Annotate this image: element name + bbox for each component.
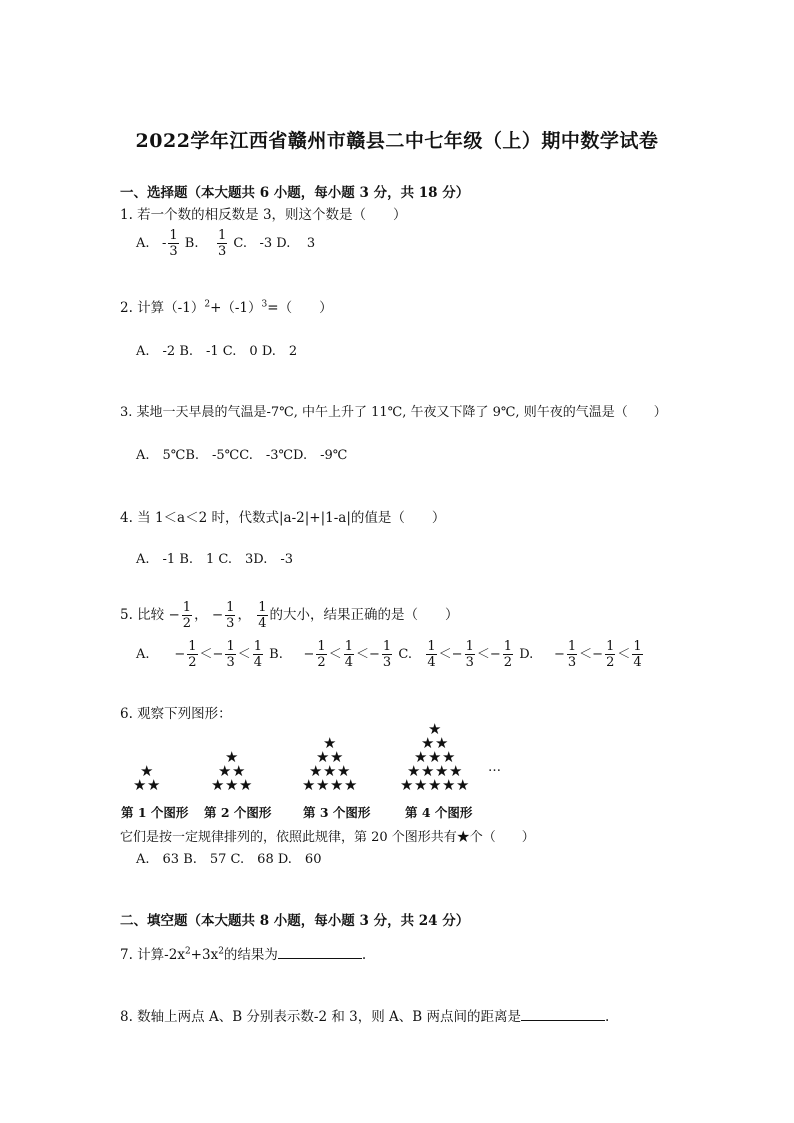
star-mark: ★ [435,734,449,752]
star-mark: ★ [302,776,316,794]
fraction: $\frac{1}{2}$ [503,639,513,670]
option-a-label: A. [136,647,150,662]
less-than: ＜ [579,647,593,662]
option-b-label: B. [269,647,283,662]
period: . [361,947,367,963]
figure-2-label: 第 2 个图形 [204,805,272,820]
fraction: $\frac{1}{2}$ [606,639,615,670]
star-mark: ★ [421,734,435,752]
comma: ， [194,607,208,623]
question-1-stem: 1. 若一个数的相反数是 3，则这个数是（ ） [120,207,407,223]
fraction: $\frac{1}{3}$ [382,639,392,670]
fraction: $\frac{1}{2}$ [182,600,192,631]
stem-text: 的大小，结果正确的是（ ） [269,607,459,623]
fraction: $\frac{1}{2}$ [188,639,197,670]
section-heading-fill: 二、填空题（本大题共 8 小题，每小题 3 分，共 24 分） [120,913,470,929]
question-3-options: A. 5℃B. -5℃C. -3℃D. -9℃ [136,448,348,463]
stem-text: 5. 比较 [120,607,165,623]
star-mark: ★ [407,762,421,780]
fraction: $\frac{1}{4}$ [427,639,436,670]
star-mark: ★ [316,748,330,766]
question-2-options: A. -2 B. -1 C. 0 D. 2 [136,344,298,359]
star-mark: ★ [225,776,239,794]
star-mark: ★ [140,762,154,780]
fraction: $\frac{1}{3}$ [226,639,235,670]
star-mark: ★ [449,762,463,780]
less-than: ＜ [617,647,631,662]
minus-sign: − [553,647,565,662]
star-mark: ★ [330,748,344,766]
exam-title: 2022学年江西省赣州市赣县二中七年级（上）期中数学试卷 [135,130,659,152]
question-8-stem [120,1005,609,1025]
star-mark: ★ [442,776,456,794]
minus-sign: − [211,607,224,623]
option-a-label: A. [136,236,150,251]
less-than: ＜ [476,647,490,662]
minus-sign: − [592,647,604,662]
minus-sign: − [168,607,180,623]
star-mark: ★ [323,734,337,752]
star-mark: ★ [456,776,470,794]
question-6-line: 它们是按一定规律排列的，依照此规律，第 20 个图形共有★个（ ） [120,830,535,845]
figure-3-label: 第 3 个图形 [303,805,371,820]
star-mark: ★ [309,762,323,780]
less-than: ＜ [199,647,213,662]
star-mark: ★ [400,776,414,794]
option-c-label: C. [233,236,248,251]
fraction: $\frac{1}{3}$ [169,228,178,259]
star-mark: ★ [239,776,253,794]
stem-text: =（ ） [267,300,333,316]
question-3-stem: 3. 某地一天早晨的气温是-7℃, 中午上升了 11℃, 午夜又下降了 9℃, 则午夜的气温是（ ） [120,405,667,420]
fraction: $\frac{1}{3}$ [217,228,227,259]
section-heading-choice: 一、选择题（本大题共 6 小题，每小题 3 分，共 18 分） [120,185,470,201]
period: . [605,1009,610,1025]
answer-blank[interactable] [521,1006,605,1021]
star-mark: ★ [330,776,344,794]
fraction: $\frac{1}{4}$ [633,639,642,670]
question-4-stem: 4. 当 1＜a＜2 时，代数式|a-2|+|1-a|的值是（ ） [120,510,446,526]
figure-4-label: 第 4 个图形 [405,805,473,820]
option-c-value: -3 [259,236,273,251]
figure-1-label: 第 1 个图形 [121,805,189,820]
stem-text: +（-1） [210,300,262,316]
less-than: ＜ [438,647,452,662]
option-d-label: D. [519,647,534,662]
exponent: 2 [184,946,191,957]
star-mark: ★ [428,776,442,794]
star-mark: ★ [442,748,456,766]
star-mark: ★ [344,776,358,794]
option-d-value: 3 [306,236,316,251]
minus-sign: − [451,647,463,662]
fraction: $\frac{1}{3}$ [567,639,577,670]
stem-text: 2. 计算（-1） [120,300,205,316]
star-mark: ★ [218,762,232,780]
fraction: $\frac{1}{2}$ [317,639,326,670]
option-b-label: B. [184,236,199,251]
star-mark: ★ [147,776,161,794]
exponent: 2 [204,299,211,310]
star-mark: ★ [414,748,428,766]
minus-sign: − [212,647,224,662]
star-mark: ★ [428,748,442,766]
star-mark: ★ [414,776,428,794]
fraction: $\frac{1}{4}$ [258,600,267,631]
option-d-label: D. [276,236,291,251]
option-a-sign: - [161,236,167,251]
star-mark: ★ [316,776,330,794]
question-6-stem: 6. 观察下列图形： [120,706,232,722]
star-mark: ★ [211,776,225,794]
option-c-label: C. [398,647,412,662]
star-mark: ★ [225,748,239,766]
exponent: 2 [218,946,224,957]
star-mark: ★ [337,762,351,780]
stem-text: 的结果为 [223,947,278,963]
question-7-stem [120,943,366,963]
exponent: 3 [261,299,268,310]
star-mark: ★ [421,762,435,780]
stem-text: 8. 数轴上两点 A、B 分别表示数-2 和 3，则 A、B 两点间的距离是 [120,1009,521,1025]
question-4-options: A. -1 B. 1 C. 3D. -3 [136,552,294,567]
star-mark: ★ [232,762,246,780]
stem-text: 7. 计算-2x [120,947,185,963]
less-than: ＜ [356,647,370,662]
question-6-options: A. 63 B. 57 C. 68 D. 60 [136,852,322,867]
stem-text: +3x [190,947,219,963]
star-mark: ★ [428,720,442,738]
minus-sign: − [489,647,501,662]
fraction: $\frac{1}{3}$ [465,639,474,670]
fraction: $\frac{1}{4}$ [344,639,353,670]
star-mark: ★ [435,762,449,780]
star-mark: ★ [323,762,337,780]
comma: ， [237,607,251,623]
minus-sign: − [369,647,380,662]
less-than: ＜ [328,647,342,662]
fraction: $\frac{1}{3}$ [226,600,235,631]
minus-sign: − [303,647,315,662]
ellipsis: … [488,760,501,775]
star-mark: ★ [133,776,147,794]
fraction: $\frac{1}{4}$ [253,639,263,670]
less-than: ＜ [237,647,251,662]
minus-sign: − [174,647,186,662]
answer-blank[interactable] [278,944,362,959]
